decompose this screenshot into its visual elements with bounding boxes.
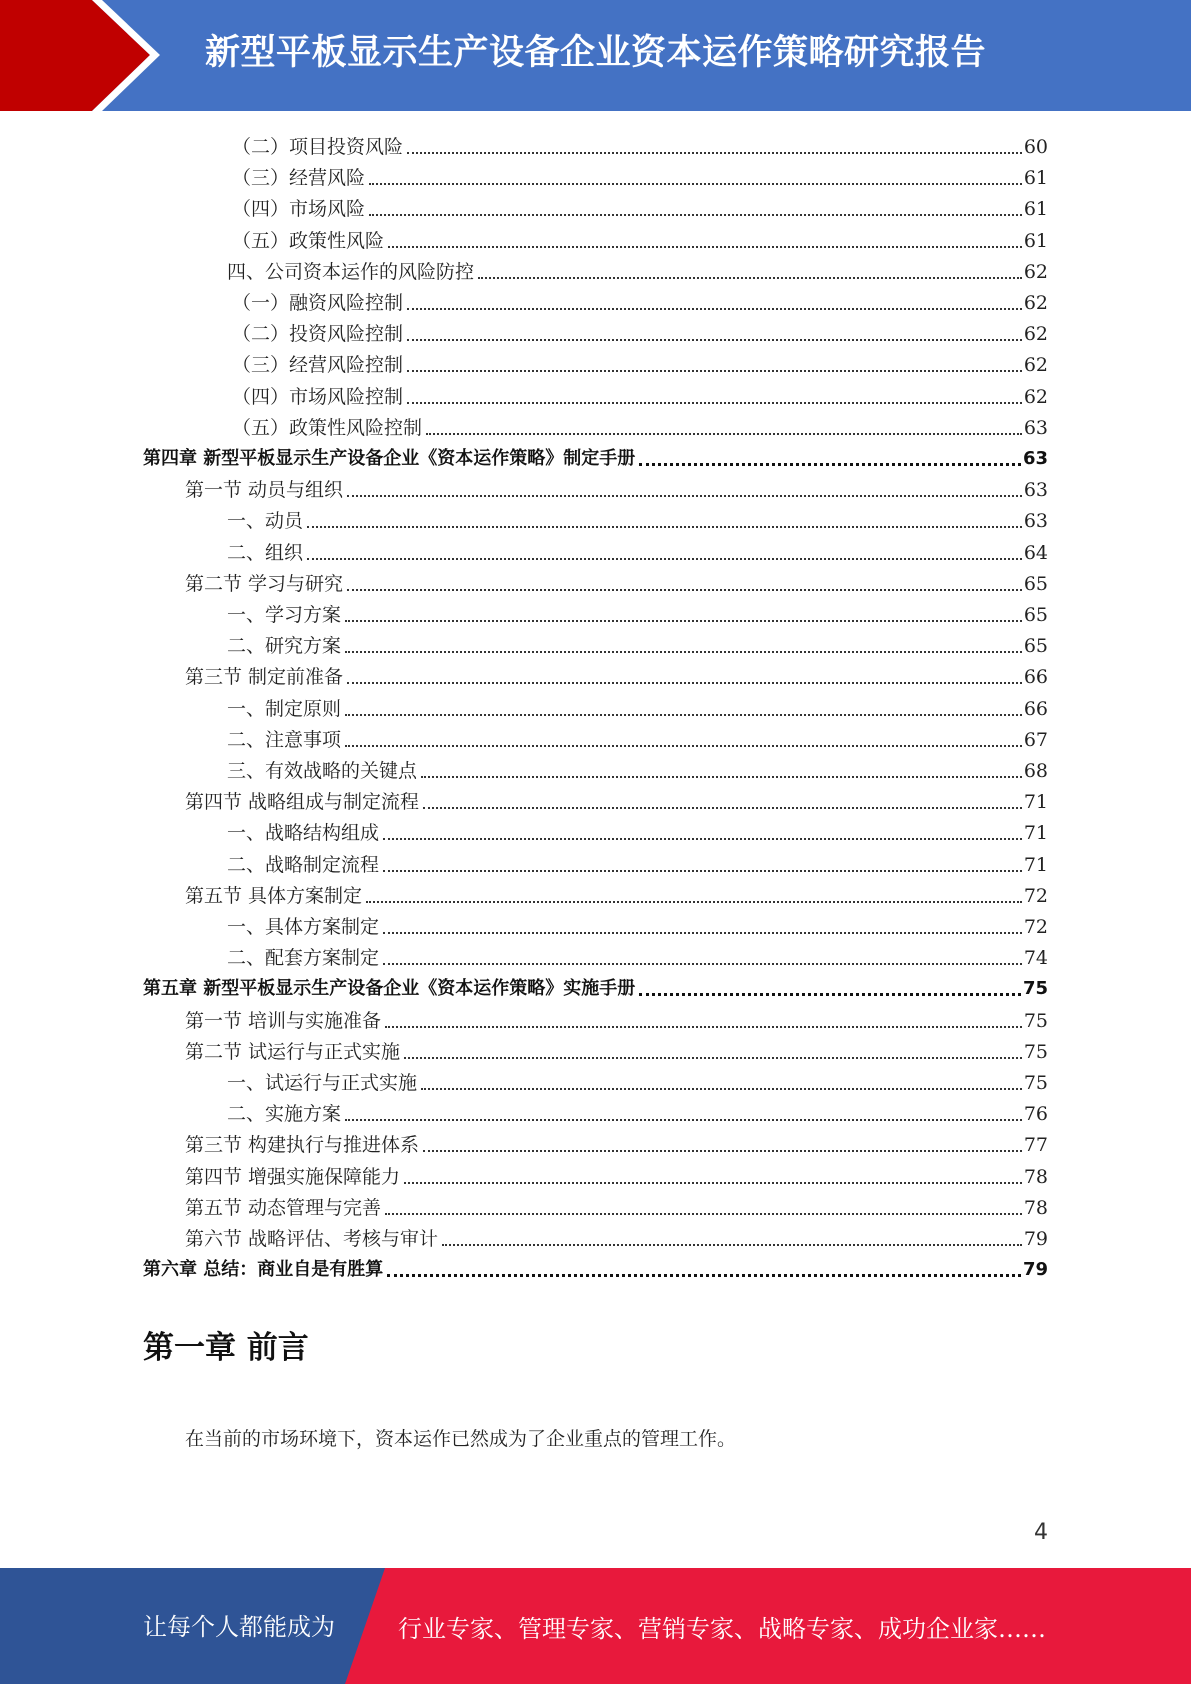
toc-entry-page: 65	[1023, 572, 1048, 595]
toc-entry-page: 63	[1022, 448, 1048, 469]
toc-leader-dots	[307, 541, 1022, 565]
toc-entry-page: 63	[1023, 416, 1048, 439]
toc-leader-dots	[407, 385, 1022, 409]
toc-entry-label: （五）政策性风险控制	[232, 416, 423, 439]
toc-leader-dots	[426, 416, 1022, 440]
toc-entry-page: 62	[1023, 385, 1048, 408]
toc-entry-page: 64	[1023, 541, 1048, 564]
toc-leader-dots	[385, 1009, 1022, 1033]
toc-entry-label: 第六节 战略评估、考核与审计	[185, 1228, 439, 1250]
toc-entry-page: 62	[1023, 323, 1048, 346]
toc-entry[interactable]	[227, 534, 1048, 565]
toc-entry-page: 68	[1023, 760, 1048, 782]
toc-entry-label: （五）政策性风险	[232, 229, 385, 252]
toc-entry[interactable]	[227, 1095, 1048, 1126]
toc-entry-label: （三）经营风险	[232, 167, 366, 190]
toc-entry-page: 63	[1023, 510, 1048, 533]
toc-leader-dots	[407, 135, 1022, 159]
toc-entry-label: （二）投资风险控制	[232, 323, 404, 346]
toc-leader-dots	[385, 1196, 1022, 1220]
toc-leader-dots	[347, 572, 1022, 596]
toc-entry-label: 第一节 动员与组织	[185, 479, 344, 502]
toc-entry-label: 第三节 制定前准备	[185, 666, 344, 689]
toc-entry-label: 二、注意事项	[227, 728, 342, 751]
toc-entry-label: 第一节 培训与实施准备	[185, 1009, 382, 1032]
toc-entry[interactable]	[185, 783, 1048, 814]
page-number: 4	[1034, 1520, 1048, 1545]
toc-leader-dots	[307, 509, 1022, 533]
toc-entry-page: 65	[1023, 604, 1048, 626]
toc-entry[interactable]	[227, 627, 1048, 658]
toc-entry[interactable]	[232, 409, 1048, 440]
toc-leader-dots	[347, 665, 1022, 689]
toc-entry-page: 66	[1023, 697, 1048, 720]
toc-entry-page: 72	[1023, 884, 1048, 907]
toc-entry[interactable]	[232, 284, 1048, 315]
toc-leader-dots	[387, 1258, 1021, 1282]
toc-entry-page: 62	[1023, 292, 1048, 314]
toc-leader-dots	[383, 853, 1022, 877]
toc-entry[interactable]	[185, 1158, 1048, 1189]
toc-entry[interactable]	[232, 128, 1048, 159]
footer-slogan-right: 行业专家、管理专家、营销专家、战略专家、成功企业家……	[398, 1615, 1046, 1643]
header-arrow-red-icon	[0, 0, 150, 111]
toc-leader-dots	[639, 447, 1021, 471]
toc-entry[interactable]	[227, 690, 1048, 721]
toc-chapter-entry[interactable]	[143, 970, 1048, 1001]
toc-leader-dots	[369, 197, 1022, 221]
toc-leader-dots	[404, 1040, 1022, 1064]
chapter-heading: 第一章 前言	[143, 1330, 309, 1366]
toc-entry-page: 71	[1023, 853, 1048, 876]
toc-entry[interactable]	[227, 814, 1048, 845]
toc-entry-label: 四、公司资本运作的风险防控	[227, 260, 475, 283]
toc-entry-page: 62	[1023, 354, 1048, 377]
toc-entry-page: 67	[1023, 728, 1048, 751]
toc-entry-page: 79	[1023, 1228, 1048, 1250]
toc-leader-dots	[442, 1227, 1022, 1251]
toc-leader-dots	[388, 229, 1022, 253]
toc-entry-page: 75	[1023, 1040, 1048, 1063]
toc-entry-page: 72	[1023, 916, 1048, 938]
toc-entry-label: 第四节 战略组成与制定流程	[185, 791, 420, 814]
toc-entry[interactable]	[227, 939, 1048, 970]
toc-leader-dots	[478, 260, 1022, 284]
toc-leader-dots	[345, 728, 1022, 752]
toc-entry[interactable]	[227, 502, 1048, 533]
toc-entry-page: 61	[1023, 167, 1048, 190]
toc-entry-label: 第二节 学习与研究	[185, 572, 344, 595]
toc-entry-label: 第四章 新型平板显示生产设备企业《资本运作策略》制定手册	[143, 448, 636, 469]
toc-entry[interactable]	[232, 190, 1048, 221]
toc-entry-label: 一、动员	[227, 510, 304, 533]
footer-banner	[0, 1568, 1191, 1684]
intro-paragraph: 在当前的市场环境下，资本运作已然成为了企业重点的管理工作。	[185, 1428, 737, 1450]
toc-leader-dots	[407, 353, 1022, 377]
toc-entry-page: 78	[1023, 1196, 1048, 1219]
toc-entry-label: 第三节 构建执行与推进体系	[185, 1134, 420, 1157]
toc-entry[interactable]	[232, 315, 1048, 346]
toc-entry-page: 61	[1023, 229, 1048, 252]
toc-entry-page: 76	[1023, 1103, 1048, 1126]
toc-entry[interactable]	[185, 1220, 1048, 1251]
toc-entry-page: 74	[1023, 947, 1048, 970]
toc-entry-label: 第五节 具体方案制定	[185, 884, 363, 907]
toc-leader-dots	[347, 478, 1022, 502]
toc-leader-dots	[421, 1071, 1022, 1095]
toc-leader-dots	[345, 1102, 1022, 1126]
toc-entry-page: 71	[1023, 791, 1048, 814]
toc-leader-dots	[383, 821, 1022, 845]
toc-entry-page: 61	[1023, 198, 1048, 221]
toc-entry[interactable]	[232, 378, 1048, 409]
toc-entry-label: 一、试运行与正式实施	[227, 1072, 418, 1094]
toc-entry-page: 75	[1022, 978, 1048, 1000]
toc-entry[interactable]	[185, 1189, 1048, 1220]
toc-entry-label: 第四节 增强实施保障能力	[185, 1165, 401, 1188]
toc-entry-page: 78	[1023, 1165, 1048, 1188]
toc-leader-dots	[345, 634, 1022, 658]
toc-entry-label: （四）市场风险	[232, 198, 366, 221]
toc-chapter-entry[interactable]	[143, 440, 1048, 471]
toc-leader-dots	[383, 915, 1022, 939]
toc-leader-dots	[407, 291, 1022, 315]
toc-entry[interactable]	[227, 752, 1048, 783]
toc-entry-label: 第五节 动态管理与完善	[185, 1196, 382, 1219]
toc-entry-label: 一、战略结构组成	[227, 822, 380, 845]
toc-leader-dots	[366, 884, 1022, 908]
toc-entry[interactable]	[227, 846, 1048, 877]
toc-entry-page: 77	[1023, 1134, 1048, 1157]
toc-entry[interactable]	[185, 1126, 1048, 1157]
toc-entry-label: 二、组织	[227, 541, 304, 564]
toc-entry[interactable]	[227, 596, 1048, 627]
toc-entry-label: 一、学习方案	[227, 604, 342, 626]
toc-entry-page: 65	[1023, 635, 1048, 658]
toc-entry-label: （四）市场风险控制	[232, 385, 404, 408]
header-banner	[0, 0, 1191, 111]
toc-entry[interactable]	[227, 908, 1048, 939]
toc-entry[interactable]	[232, 159, 1048, 190]
toc-entry-label: （二）项目投资风险	[232, 136, 404, 158]
document-title: 新型平板显示生产设备企业资本运作策略研究报告	[205, 33, 987, 73]
toc-entry-page: 71	[1023, 822, 1048, 845]
toc-entry-label: 二、研究方案	[227, 635, 342, 658]
toc-entry[interactable]	[185, 877, 1048, 908]
toc-entry-label: （一）融资风险控制	[232, 292, 404, 314]
toc-entry-page: 79	[1022, 1259, 1048, 1281]
toc-entry-label: 三、有效战略的关键点	[227, 760, 418, 782]
toc-leader-dots	[639, 977, 1021, 1001]
toc-leader-dots	[345, 603, 1022, 627]
toc-leader-dots	[407, 322, 1022, 346]
footer-slogan-left: 让每个人都能成为	[143, 1613, 335, 1641]
toc-entry[interactable]	[185, 565, 1048, 596]
toc-entry-page: 66	[1023, 666, 1048, 689]
toc-entry-page: 75	[1023, 1072, 1048, 1094]
toc-chapter-entry[interactable]	[143, 1251, 1048, 1282]
toc-entry-page: 62	[1023, 260, 1048, 283]
toc-entry-label: 一、制定原则	[227, 697, 342, 720]
toc-entry-page: 63	[1023, 479, 1048, 502]
toc-entry-label: 二、战略制定流程	[227, 853, 380, 876]
toc-entry[interactable]	[185, 658, 1048, 689]
toc-entry-label: 二、实施方案	[227, 1103, 342, 1126]
toc-entry[interactable]	[185, 1002, 1048, 1033]
toc-entry-label: 第六章 总结：商业自是有胜算	[143, 1259, 384, 1281]
toc-leader-dots	[383, 946, 1022, 970]
toc-leader-dots	[421, 759, 1022, 783]
toc-leader-dots	[423, 1133, 1022, 1157]
toc-entry-label: 第二节 试运行与正式实施	[185, 1040, 401, 1063]
toc-entry-page: 60	[1023, 136, 1048, 158]
toc-leader-dots	[345, 697, 1022, 721]
toc-entry[interactable]	[232, 346, 1048, 377]
toc-entry[interactable]	[185, 471, 1048, 502]
toc-leader-dots	[369, 166, 1022, 190]
toc-leader-dots	[404, 1165, 1022, 1189]
toc-entry-page: 75	[1023, 1009, 1048, 1032]
toc-entry-label: 一、具体方案制定	[227, 916, 380, 938]
toc-entry[interactable]	[185, 1033, 1048, 1064]
toc-entry[interactable]	[227, 253, 1048, 284]
toc-leader-dots	[423, 790, 1022, 814]
toc-entry-label: 二、配套方案制定	[227, 947, 380, 970]
toc-entry-label: 第五章 新型平板显示生产设备企业《资本运作策略》实施手册	[143, 978, 636, 1000]
toc-entry[interactable]	[232, 222, 1048, 253]
toc-entry[interactable]	[227, 721, 1048, 752]
toc-entry-label: （三）经营风险控制	[232, 354, 404, 377]
toc-entry[interactable]	[227, 1064, 1048, 1095]
